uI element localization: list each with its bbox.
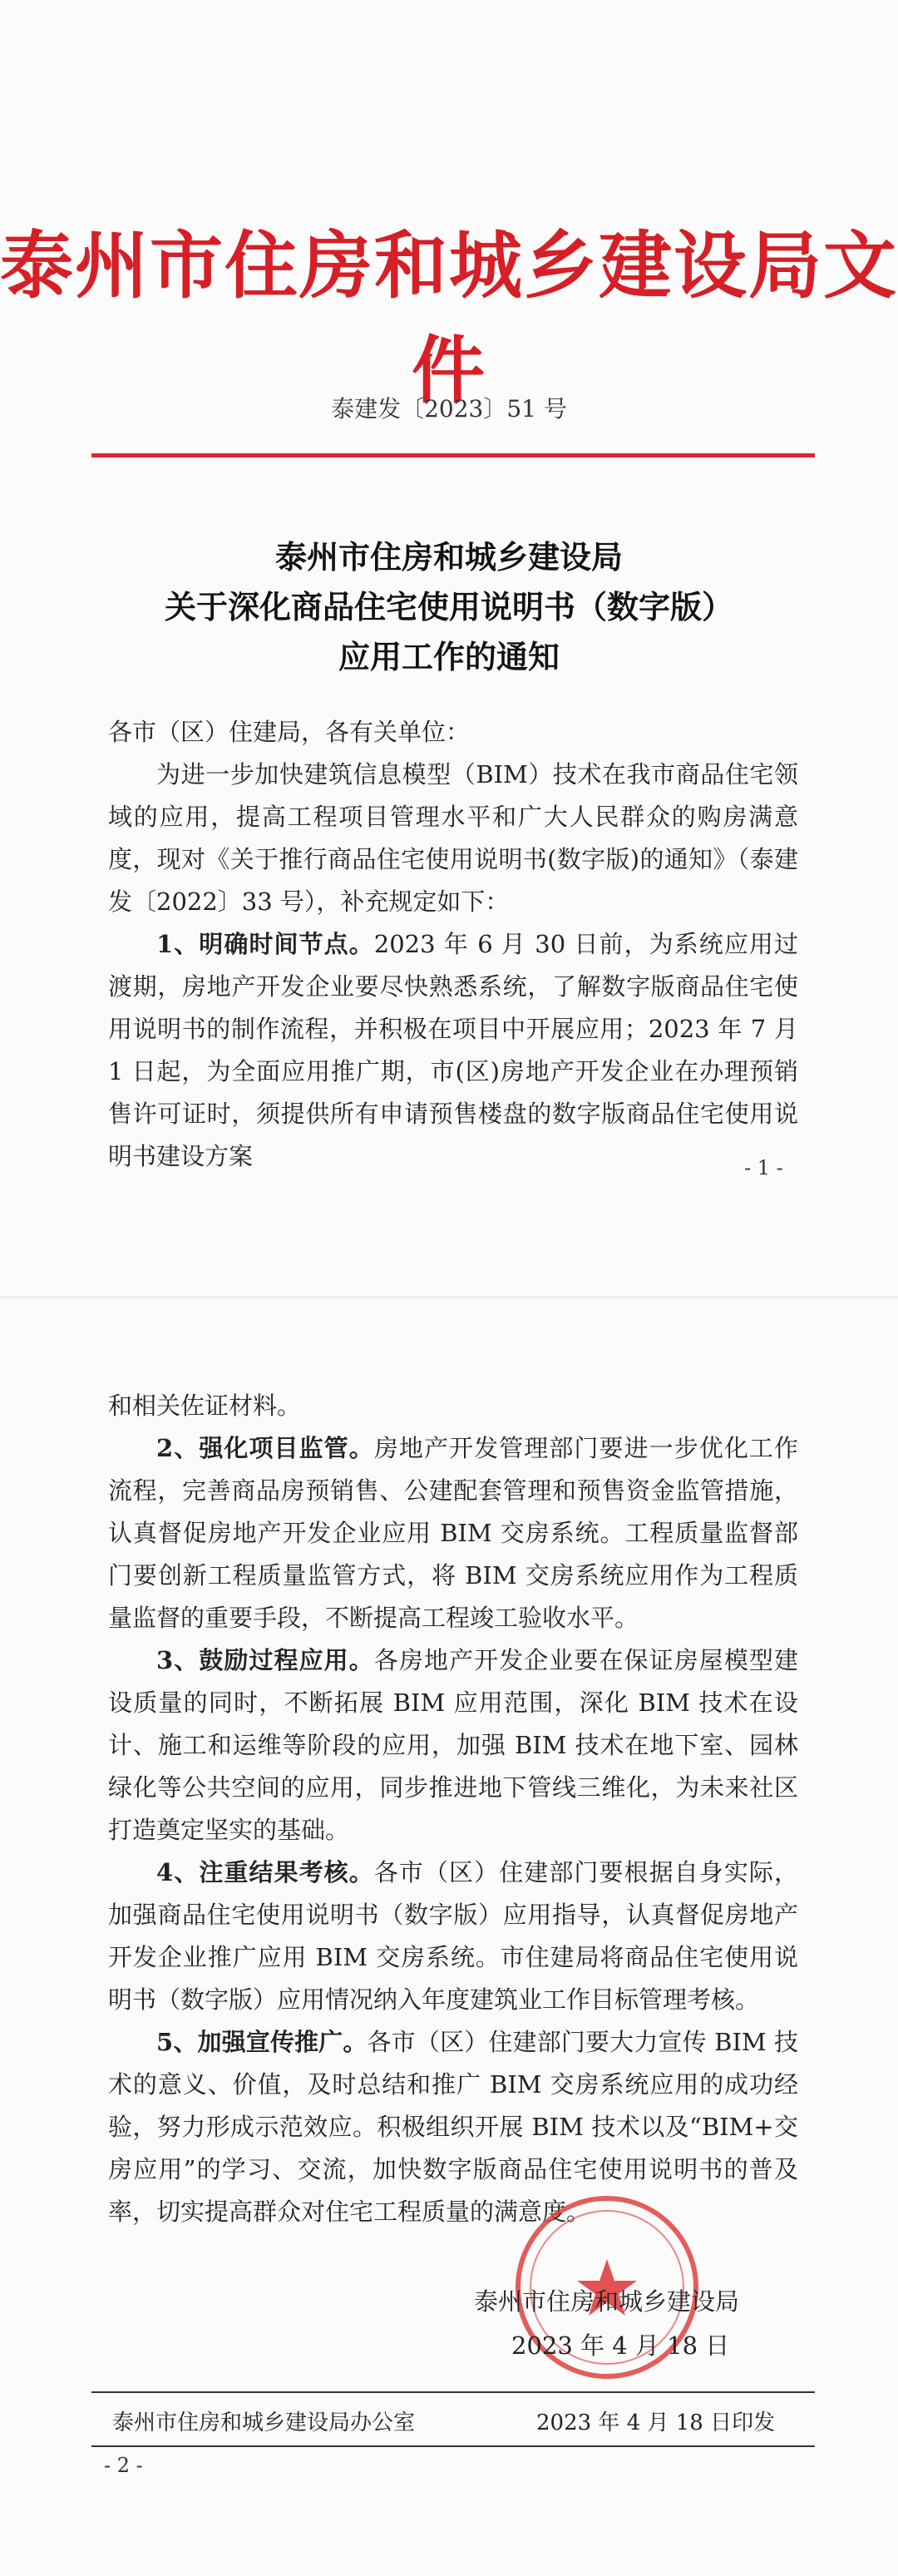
- footer-office: 泰州市住房和城乡建设局办公室: [112, 2410, 416, 2435]
- notice-title-line: 泰州市住房和城乡建设局: [274, 538, 623, 576]
- document-number: 泰建发〔2023〕51 号: [331, 395, 567, 423]
- notice-title: [0, 532, 898, 682]
- item-4-paragraph: [108, 1852, 798, 2021]
- signature-date: 2023 年 4 月 18 日: [511, 2331, 730, 2360]
- salutation: 各市（区）住建局，各有关单位：: [108, 718, 471, 746]
- item-1-lead: 1、明确时间节点。: [156, 930, 374, 958]
- item-5-text: 各市（区）住建部门要大力宣传 BIM 技术的意义、价值，及时总结和推广 BIM 交房系统应用的成功经验，努力形成示范效应。积极组织开展 BIM 技术以及“BIM+交房应用”的学习、交流，加快数字版商品住宅使用说明书的普及率，切实提高群众对住宅工程质量的满意度。: [108, 2028, 798, 2226]
- notice-title-line: 关于深化商品住宅使用说明书（数字版）: [164, 588, 733, 625]
- footer-bottom-rule: [91, 2445, 815, 2447]
- item-2-text: 房地产开发管理部门要进一步优化工作流程，完善商品房预销售、公建配套管理和预售资金监管措施，认真督促房地产开发企业应用 BIM 交房系统。工程质量监督部门要创新工程质量监管方式，将 BIM 交房系统应用作为工程质量监督的重要手段，不断提高工程竣工验收水平。: [108, 1434, 798, 1632]
- intro-paragraph: 为进一步加快建筑信息模型（BIM）技术在我市商品住宅领域的应用，提高工程项目管理水平和广大人民群众的购房满意度，现对《关于推行商品住宅使用说明书(数字版)的通知》（泰建发〔2022〕33 号），补充规定如下：: [108, 760, 798, 916]
- footer-print-date: 2023 年 4 月 18 日印发: [536, 2410, 776, 2435]
- item-3-lead: 3、鼓励过程应用。: [156, 1646, 374, 1674]
- item-4-lead: 4、注重结果考核。: [156, 1858, 374, 1886]
- signature-org: 泰州市住房和城乡建设局: [474, 2287, 740, 2316]
- notice-title-line: 应用工作的通知: [338, 638, 560, 675]
- red-separator-line: [91, 453, 815, 457]
- item-3-text: 各房地产开发企业要在保证房屋模型建设质量的同时，不断拓展 BIM 应用范围，深化 BIM 技术在设计、施工和运维等阶段的应用，加强 BIM 技术在地下室、园林绿化等公共空间的应用，同步推进地下管线三维化，为未来社区打造奠定坚实的基础。: [108, 1646, 798, 1844]
- item-1-text: 2023 年 6 月 30 日前，为系统应用过渡期，房地产开发企业要尽快熟悉系统，了解数字版商品住宅使用说明书的制作流程，并积极在项目中开展应用；2023 年 7 月 1 日起，为全面应用推广期，市(区)房地产开发企业在办理预销售许可证时，须提供所有申请预售楼盘的数字版商品住宅使用说明书建设方案: [108, 930, 798, 1170]
- item-2-lead: 2、强化项目监管。: [156, 1434, 374, 1462]
- page-number-1: - 1 -: [744, 1156, 783, 1179]
- item-3-paragraph: [108, 1639, 798, 1852]
- item-5-paragraph: [108, 2021, 798, 2233]
- page-divider: [0, 1296, 898, 1299]
- footer-top-rule: [91, 2391, 815, 2393]
- item-1-continuation: 和相关佐证材料。: [108, 1392, 302, 1420]
- page-number-2: - 2 -: [104, 2454, 143, 2477]
- document-header-title: 泰州市住房和城乡建设局文件: [0, 222, 898, 413]
- item-4-text: 各市（区）住建部门要根据自身实际，加强商品住宅使用说明书（数字版）应用指导，认真督促房地产开发企业推广应用 BIM 交房系统。市住建局将商品住宅使用说明书（数字版）应用情况纳入年度建筑业工作目标管理考核。: [108, 1858, 798, 2014]
- item-2-paragraph: [108, 1427, 798, 1639]
- item-1-paragraph: [108, 923, 798, 1178]
- item-5-lead: 5、加强宣传推广。: [156, 2028, 368, 2056]
